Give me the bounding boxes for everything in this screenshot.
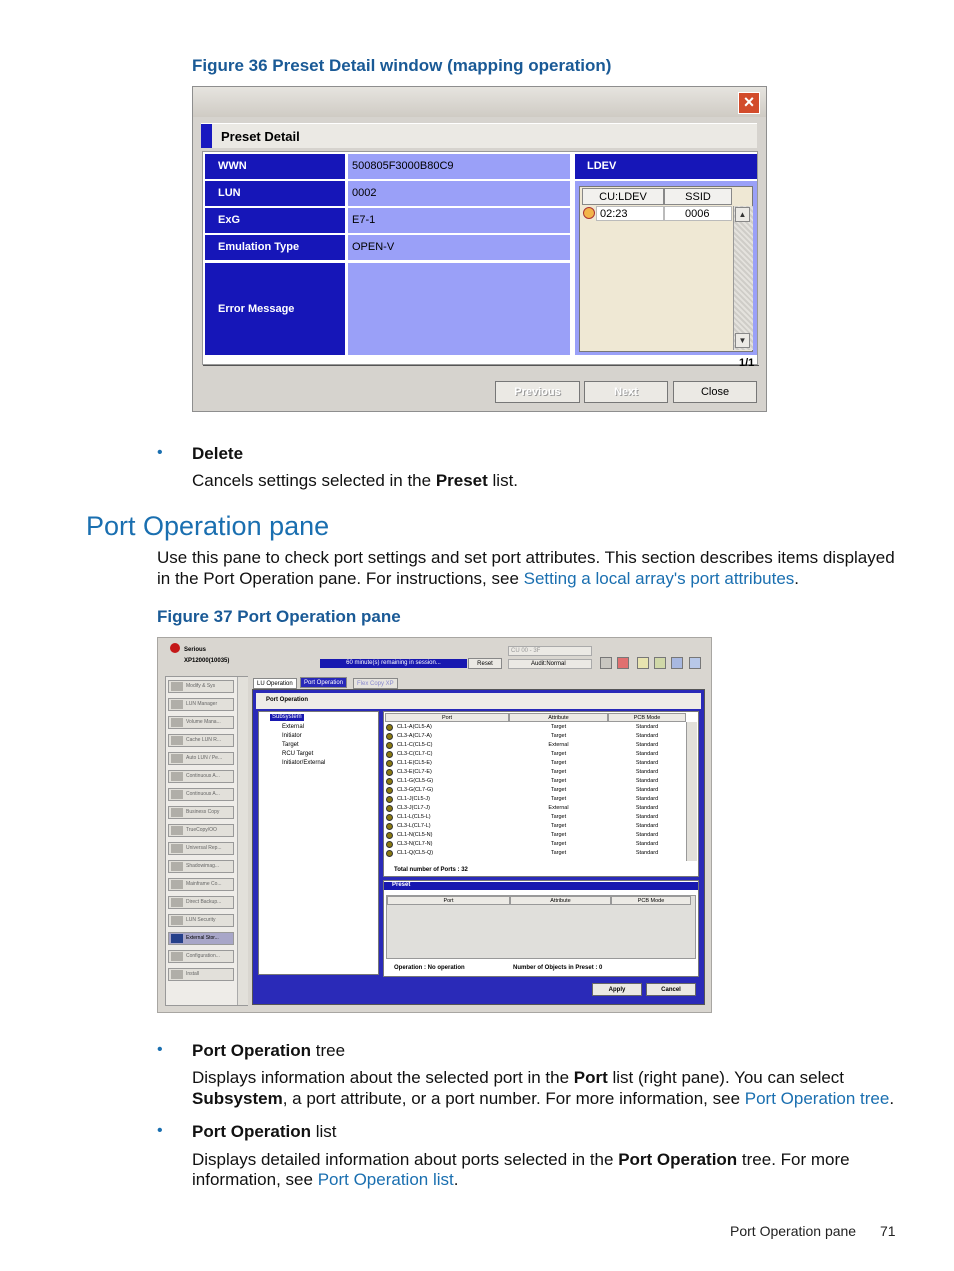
tab-lu-operation[interactable]: LU Operation [253,678,297,689]
close-button[interactable]: Close [673,381,757,403]
port-icon [386,805,393,812]
ldev-scrollbar[interactable] [733,206,753,350]
port-cell: CL3-A(CL7-A) [397,733,432,739]
nav-scrollbar[interactable] [237,677,248,1005]
attribute-cell: Target [550,832,567,838]
port-cell: CL3-E(CL7-E) [397,769,432,775]
pcb-mode-cell: Standard [635,751,659,757]
delete-title: Delete [192,444,244,463]
figure-36-caption: Figure 36 Preset Detail window (mapping operation) [192,56,612,75]
pcb-mode-cell: Standard [635,760,659,766]
cu-select[interactable]: CU 00 - 3F [508,646,592,656]
table-row[interactable] [385,840,690,849]
pcb-mode-cell: Standard [635,814,659,820]
nav-item-15[interactable]: Configuration... [168,950,234,963]
pcb-mode-cell: Standard [635,832,659,838]
attribute-cell: Target [550,733,567,739]
pcb-mode-cell: Standard [635,787,659,793]
preset-detail-window [192,86,767,412]
table-row[interactable] [385,777,690,786]
port-icon [386,823,393,830]
pcb-mode-cell: Standard [635,796,659,802]
pcb-mode-column-header[interactable]: PCB Mode [608,713,686,722]
pcb-mode-cell: Standard [635,805,659,811]
preset-detail-header [201,123,757,148]
attribute-cell: Target [550,751,567,757]
table-row[interactable] [385,741,690,750]
model-text: XP12000(10035) [184,658,230,664]
operation-status: Operation : No operation [394,965,465,971]
tree-title-bold: Port Operation [192,1041,312,1060]
port-cell: CL3-C(CL7-C) [397,751,433,757]
toolbar-icon-1[interactable] [600,657,612,669]
port-icon [386,778,393,785]
port-operation-tree-title [192,1040,345,1061]
tree-desc-line-2: Subsystem, a port attribute, or a port number. For more information, see Port Operation tree. [192,1089,895,1108]
port-operation-list-link[interactable]: Port Operation list [317,1170,454,1189]
previous-button[interactable]: Previous [495,381,580,403]
attribute-cell: Target [550,796,567,802]
port-cell: CL1-N(CL5-N) [397,832,433,838]
pcb-mode-cell: Standard [635,742,659,748]
nav-item-6[interactable]: Continuous A... [168,788,234,801]
table-row[interactable] [385,849,690,858]
delete-desc-post: list. [487,471,519,490]
lun-value: 0002 [348,181,570,206]
close-icon[interactable]: × [738,92,760,114]
ssid-column-header[interactable]: SSID [664,188,732,205]
port-cell: CL1-Q(CL5-Q) [397,850,434,856]
port-icon [386,841,393,848]
tree-subsystem[interactable]: Subsystem [272,714,302,720]
port-icon [386,814,393,821]
nav-item-12[interactable]: Direct Backup... [168,896,234,909]
port-cell: CL3-J(CL7-J) [397,805,431,811]
cu-ldev-column-header[interactable]: CU:LDEV [582,188,664,205]
delete-description [192,470,518,491]
nav-item-1[interactable]: LUN Manager [168,698,234,711]
port-tree [258,711,379,975]
port-operation-list-title [192,1121,337,1142]
scroll-down-icon[interactable]: ▼ [735,333,750,348]
tree-desc-line-1: Displays information about the selected port in the Port list (right pane). You can select [192,1068,845,1087]
tree-rcu-target[interactable]: RCU Target [282,751,314,757]
error-message-value [348,263,570,355]
ssid-cell[interactable]: 0006 [664,206,732,221]
audit-mode: Audit:Normal [508,659,592,669]
toolbar-icon-4[interactable] [654,657,666,669]
tree-initiator-external[interactable]: Initiator/External [282,760,326,766]
port-icon [386,850,393,857]
nav-item-13[interactable]: LUN Security [168,914,234,927]
preset-port-header[interactable]: Port [387,896,510,905]
page-divider [203,365,759,366]
scroll-up-icon[interactable]: ▲ [735,207,750,222]
intro-line-1: Use this pane to check port settings and set port attributes. This section describes items displayed [157,548,895,567]
emulation-type-value: OPEN-V [348,235,570,260]
toolbar-icon-2[interactable] [617,657,629,669]
preset-title: Preset [384,882,698,890]
list-desc-line-2: information, see Port Operation list. [192,1170,459,1189]
error-message-label: Error Message [205,263,345,355]
nav-item-14[interactable]: External Stor... [168,932,234,945]
attribute-cell: Target [550,814,567,820]
wwn-label: WWN [205,154,345,179]
port-cell: CL1-G(CL5-G) [397,778,434,784]
delete-desc-pre: Cancels settings selected in the [192,471,436,490]
intro-pre: in the Port Operation pane. For instructions, see [157,569,524,588]
pcb-mode-cell: Standard [635,850,659,856]
page-indicator: 1/1 [739,357,755,369]
port-operation-tree-link[interactable]: Port Operation tree [744,1089,890,1108]
port-cell: CL1-A(CL5-A) [397,724,432,730]
port-icon [386,787,393,794]
reset-button[interactable]: Reset [468,658,502,669]
nav-item-3[interactable]: Cache LUN R... [168,734,234,747]
table-row[interactable] [385,723,690,732]
attribute-cell: Target [550,769,567,775]
toolbar-icon-6[interactable] [689,657,701,669]
table-row[interactable] [385,768,690,777]
nav-item-0[interactable]: Modify & Sys [168,680,234,693]
pane-header [256,693,701,709]
table-row[interactable] [385,831,690,840]
table-row[interactable] [385,804,690,813]
list-title-bold: Port Operation [192,1122,312,1141]
table-row[interactable] [385,786,690,795]
list-desc-line-1: Displays detailed information about ports selected in the Port Operation tree. For more [192,1150,850,1169]
emulation-type-label: Emulation Type [205,235,345,260]
footer-page-number: 71 [880,1223,896,1239]
bullet-icon: • [157,1122,163,1139]
toolbar-icon-5[interactable] [671,657,683,669]
port-cell: CL1-J(CL5-J) [397,796,431,802]
pcb-mode-cell: Standard [635,733,659,739]
attribute-cell: Target [550,724,567,730]
table-row[interactable] [385,750,690,759]
attribute-cell: External [548,805,569,811]
figure-37-caption: Figure 37 Port Operation pane [157,607,401,626]
header-marker [201,124,212,148]
window-titlebar [193,87,766,117]
nav-item-9[interactable]: Universal Rep... [168,842,234,855]
session-bar: 60 minute(s) remaining in session... [320,659,467,668]
preset-detail-title: Preset Detail [221,129,300,144]
pcb-mode-cell: Standard [635,724,659,730]
total-ports: Total number of Ports : 32 [394,867,468,873]
tree-title-rest: tree [311,1041,346,1060]
toolbar-icon-3[interactable] [637,657,649,669]
lun-label: LUN [205,181,345,206]
attribute-cell: Target [550,787,567,793]
port-cell: CL1-C(CL5-C) [397,742,433,748]
pcb-mode-cell: Standard [635,841,659,847]
exg-value: E7-1 [348,208,570,233]
port-icon [386,832,393,839]
bullet-icon: • [157,444,163,461]
delete-desc-bold: Preset [435,471,488,490]
preset-attribute-header[interactable]: Attribute [510,896,611,905]
pane-title: Port Operation [266,697,309,703]
intro-link[interactable]: Setting a local array's port attributes [523,569,795,588]
port-cell: CL1-E(CL5-E) [397,760,432,766]
table-row[interactable] [385,732,690,741]
serious-status-icon [170,643,180,653]
nav-item-2[interactable]: Volume Mana... [168,716,234,729]
tree-target[interactable]: Target [282,742,299,748]
nav-item-5[interactable]: Continuous A... [168,770,234,783]
section-heading: Port Operation pane [86,511,330,541]
nav-item-11[interactable]: Mainframe Co... [168,878,234,891]
nav-item-4[interactable]: Auto LUN / Pe... [168,752,234,765]
port-icon [386,760,393,767]
port-cell: CL1-L(CL5-L) [397,814,431,820]
port-icon [386,769,393,776]
port-icon [386,796,393,803]
table-row[interactable] [385,795,690,804]
bullet-icon: • [157,1041,163,1058]
attribute-cell: Target [550,823,567,829]
port-cell: CL3-G(CL7-G) [397,787,434,793]
attribute-cell: Target [550,841,567,847]
tab-flex-copy[interactable]: Flex Copy XP [353,678,398,689]
pcb-mode-cell: Standard [635,778,659,784]
status-text: Serious [184,647,207,653]
table-row[interactable] [385,759,690,768]
preset-pcb-mode-header[interactable]: PCB Mode [611,896,691,905]
intro-line-2 [157,568,897,589]
ldev-list [579,186,753,352]
attribute-cell: Target [550,760,567,766]
attribute-cell: External [548,742,569,748]
table-row[interactable] [385,822,690,831]
attribute-column-header[interactable]: Attribute [509,713,608,722]
ldev-header: LDEV [575,154,757,179]
nav-item-16[interactable]: Install [168,968,234,981]
port-cell: CL3-L(CL7-L) [397,823,431,829]
nav-item-7[interactable]: Business Copy [168,806,234,819]
intro-post: . [794,569,800,588]
tab-port-operation[interactable]: Port Operation [300,677,347,688]
nav-item-8[interactable]: TrueCopy/OO [168,824,234,837]
next-button[interactable]: Next [584,381,668,403]
cancel-button[interactable]: Cancel [646,983,696,996]
port-icon [386,724,393,731]
exg-label: ExG [205,208,345,233]
warning-icon [583,207,595,219]
port-icon [386,751,393,758]
table-row[interactable] [385,813,690,822]
list-title-rest: list [311,1122,337,1141]
cu-ldev-cell[interactable]: 02:23 [596,206,664,221]
apply-button[interactable]: Apply [592,983,642,996]
pcb-mode-cell: Standard [635,769,659,775]
attribute-cell: Target [550,778,567,784]
port-column-header[interactable]: Port [385,713,509,722]
tree-initiator[interactable]: Initiator [282,733,302,739]
port-icon [386,742,393,749]
tree-external[interactable]: External [282,724,305,730]
pcb-mode-cell: Standard [635,823,659,829]
port-icon [386,733,393,740]
wwn-value: 500805F3000B80C9 [348,154,570,179]
objects-count: Number of Objects in Preset : 0 [513,965,603,971]
footer-section: Port Operation pane [730,1223,857,1239]
nav-item-10[interactable]: Shadowimag... [168,860,234,873]
attribute-cell: Target [550,850,567,856]
port-cell: CL3-N(CL7-N) [397,841,433,847]
